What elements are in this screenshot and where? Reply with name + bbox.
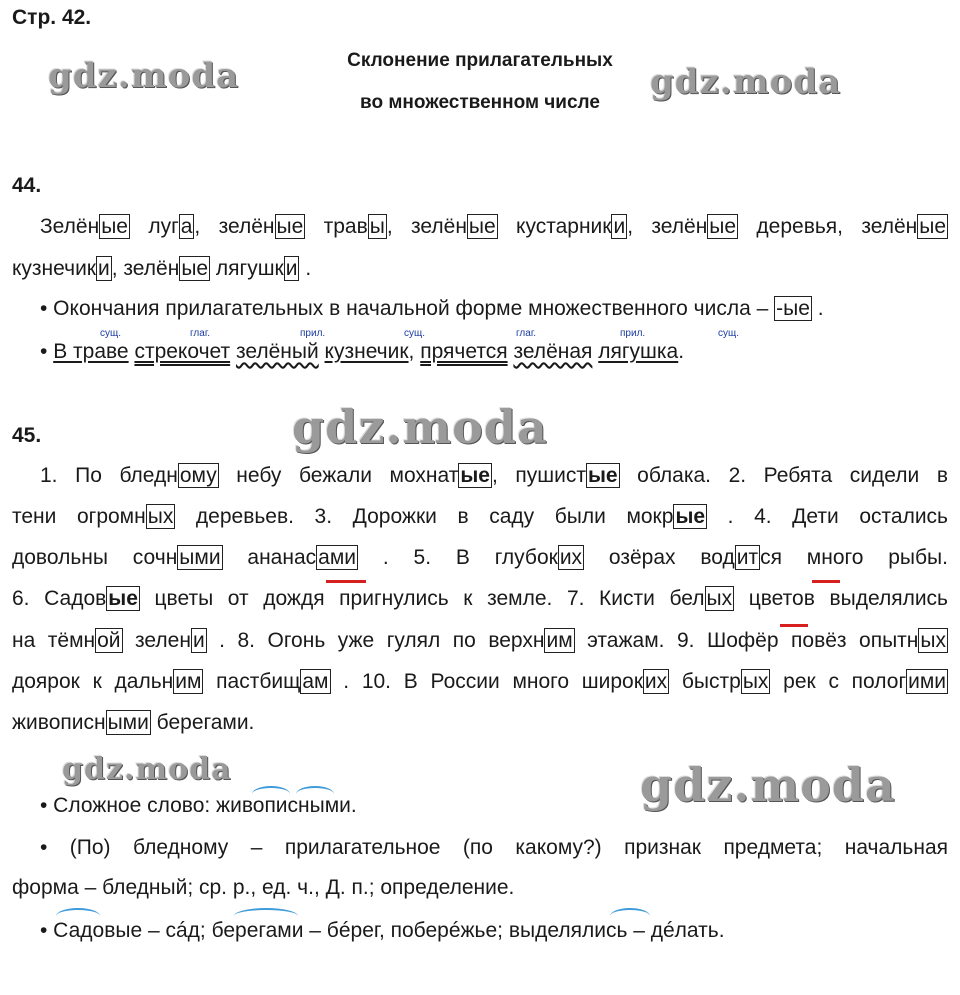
section-title-line2: во множественном числе — [360, 92, 600, 113]
part-of-speech-label: сущ. — [404, 328, 426, 339]
ex45-bullet2-cont: форма – бледный; ср. р., ед. ч., Д. п.; определение. — [12, 876, 515, 899]
part-of-speech-label: прил. — [620, 328, 646, 339]
exercise-number: 44. — [12, 174, 42, 197]
ex45-line1: 1. По бледному небу бежали мохнатые, пушистые облака. 2. Ребята сидели в — [40, 464, 948, 487]
watermark: gdz.moda — [292, 400, 548, 454]
stress-mark — [326, 580, 366, 583]
ex45-bullet1: • Сложное слово: живописными. — [40, 794, 357, 817]
part-of-speech-label: глаг. — [190, 328, 211, 339]
ex44-line2: кузнечики, зелёные лягушки . — [12, 257, 312, 280]
ex45-bullet2: • (По) бледному – прилагательное (по какому?) признак предмета; начальная — [40, 836, 948, 859]
ex45-line6: доярок к дальним пастбищам . 10. В России много широких быстрых рек с пологими — [12, 670, 947, 693]
part-of-speech-label: сущ. — [100, 328, 122, 339]
part-of-speech-label: глаг. — [516, 328, 537, 339]
watermark: gdz.moda — [640, 758, 896, 812]
page-number: Стр. 42. — [12, 6, 92, 29]
exercise-number: 45. — [12, 424, 42, 447]
ex45-line7: живописными берегами. — [12, 711, 255, 734]
part-of-speech-label: сущ. — [718, 328, 740, 339]
ex44-line1: Зелёные луга, зелёные травы, зелёные кустарники, зелёные деревья, зелёные — [40, 215, 947, 238]
watermark: gdz.moda — [62, 752, 232, 787]
watermark: gdz.moda — [48, 56, 240, 96]
ex45-line2: тени огромных деревьев. 3. Дорожки в саду были мокрые . 4. Дети остались — [12, 505, 948, 528]
ex45-bullet3: • Садовые – сáд; берегами – бéрег, поберéжье; выделялись – дéлать. — [40, 919, 725, 942]
ex45-line5: на тёмной зелени . 8. Огонь уже гулял по верхним этажам. 9. Шофёр повёз опытных — [12, 629, 946, 652]
watermark: gdz.moda — [650, 62, 842, 102]
ex45-line3: довольны сочными ананасами . 5. В глубоких озёрах водится много рыбы. — [12, 546, 948, 569]
ex44-bullet2: • В траве стрекочет зелёный кузнечик, прячется зелёная лягушка. — [40, 340, 685, 363]
stress-mark — [812, 580, 840, 583]
ex44-bullet1: • Окончания прилагательных в начальной форме множественного числа – -ые . — [40, 297, 824, 320]
ex45-line4: 6. Садовые цветы от дождя пригнулись к земле. 7. Кисти белых цветов выделялись — [12, 587, 948, 610]
section-title-line1: Склонение прилагательных — [347, 50, 613, 71]
part-of-speech-label: прил. — [300, 328, 326, 339]
